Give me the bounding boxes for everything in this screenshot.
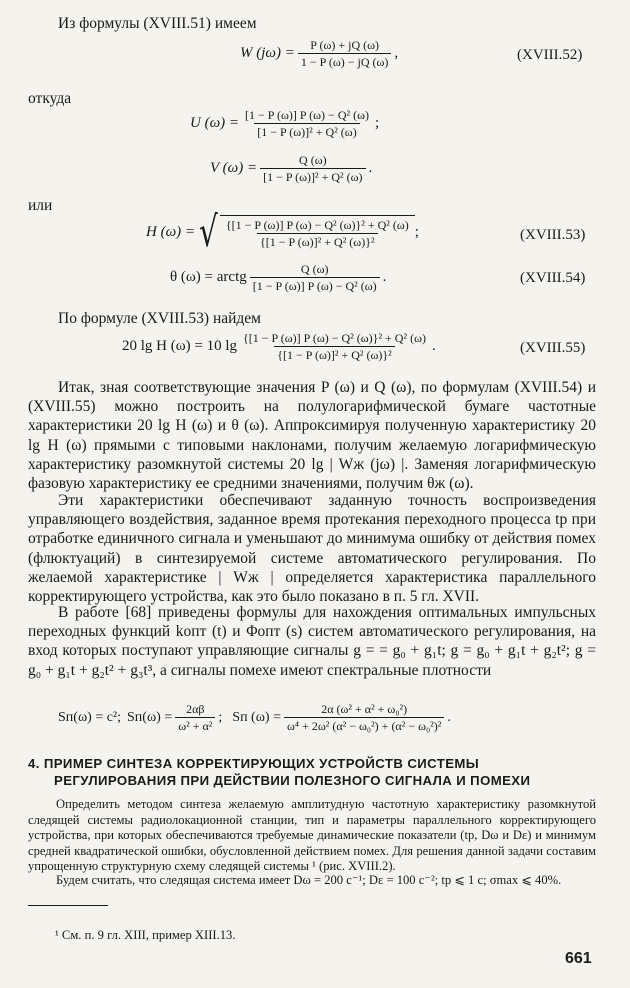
- eqU-numerator: [1 − P (ω)] P (ω) − Q² (ω): [245, 108, 369, 122]
- equation-spectral: [58, 702, 451, 733]
- eq52-lhs: W (jω) =: [240, 45, 295, 61]
- spectral-2-denominator: ω² + α²: [175, 717, 215, 733]
- spectral-3-fraction: [284, 702, 444, 733]
- paragraph-2: [28, 491, 596, 606]
- eqU-fraction: [242, 108, 372, 139]
- eqU-tail: ;: [374, 115, 380, 131]
- paragraph-3: [28, 603, 596, 680]
- eqV-fraction: [260, 153, 365, 184]
- heading-line-1: 4. ПРИМЕР СИНТЕЗА КОРРЕКТИРУЮЩИХ УСТРОЙСТВ СИСТЕМЫ: [28, 756, 480, 771]
- eqV-lhs: V (ω) =: [210, 160, 258, 176]
- paragraph-1-text: Итак, зная соответствующие значения P (ω) и Q (ω), по формулам (XVIII.54) и (XVIII.55) можно построить на полулогарифмической бумаге частотные характеристики 20 lg H (ω) и θ (ω). Аппроксимируя полученную характеристику 20 lg H (ω) прямыми с типовыми наклонами, получим желаемую логарифмическую характеристику разомкнутой системы 20 lg | Wж (jω) |. Заменяя логарифмическую фазовую характеристику ее средними значениями, получим θж (ω).: [28, 379, 596, 493]
- equation-55: [122, 331, 436, 362]
- eq53-fraction: [223, 218, 412, 249]
- otkuda-text: откуда: [28, 90, 72, 107]
- spectral-3-tail: .: [447, 709, 451, 725]
- eq55-fraction: [240, 331, 429, 362]
- eq52-number: (XVIII.52): [517, 47, 583, 63]
- eq53-tail: ;: [414, 223, 419, 240]
- equation-v: [210, 153, 372, 184]
- equation-54: [170, 262, 386, 293]
- eq53-radicand: [220, 215, 415, 249]
- task-paragraph-2-text: Будем считать, что следящая система имеет Dω = 200 с⁻¹; Dε = 100 с⁻²; tр ⩽ 1 с; σmax ⩽ 40%.: [56, 873, 562, 887]
- eq52-fraction: [298, 38, 392, 69]
- spectral-2-fraction: [175, 702, 215, 733]
- eq54-fraction: [250, 262, 380, 293]
- eq54-lhs: θ (ω) = arctg: [170, 269, 247, 285]
- heading-line-2: РЕГУЛИРОВАНИЯ ПРИ ДЕЙСТВИИ ПОЛЕЗНОГО СИГНАЛА И ПОМЕХИ: [54, 773, 531, 788]
- sqrt-symbol: √: [199, 207, 218, 256]
- equation-52: [240, 38, 398, 69]
- section-heading: [28, 755, 603, 789]
- equation-u: [190, 108, 379, 139]
- page-number: 661: [565, 950, 592, 967]
- footnote-rule: [28, 905, 108, 906]
- equation-53: [146, 207, 419, 256]
- eq54-tail: .: [382, 269, 387, 285]
- eq54-number: (XVIII.54): [520, 270, 586, 286]
- paragraph-1: [28, 378, 596, 493]
- paragraph-2-text: Эти характеристики обеспечивают заданную точность воспроизведения управляющего воздействия, заданное время протекания переходного процесса tр при отработке единичного сигнала и уменьшают до минимума ошибку от действия помех (флюктуаций) в синтезируемой системе автоматического регулирования. По желаемой характеристике | Wж | определяется характеристика параллельного корректирующего устройства, как это было показано в п. 5 гл. XVII.: [28, 492, 596, 606]
- eq55-tail: .: [431, 338, 436, 354]
- eq52-tail: ,: [394, 45, 399, 61]
- eq52-numerator: P (ω) + jQ (ω): [310, 38, 380, 52]
- eqV-denominator: [1 − P (ω)]² + Q² (ω): [260, 168, 365, 184]
- spectral-2-lhs: Sп(ω) =: [127, 709, 173, 725]
- spectral-3-lhs: Sп (ω) =: [232, 709, 281, 725]
- spectral-2-numerator: 2αβ: [186, 702, 205, 716]
- eqU-lhs: U (ω) =: [190, 115, 240, 131]
- spectral-3-denominator: ω⁴ + 2ω² (α² − ω₀²) + (α² − ω₀²)²: [284, 717, 444, 733]
- eq54-numerator: Q (ω): [300, 262, 329, 276]
- task-paragraph-1-text: Определить методом синтеза желаемую амплитудную частотную характеристику разомкнутой следящей системы радиолокационной станции, тип и параметры параллельного корректирующего устройства, при которых обеспечиваются требуемые динамические показатели (tр, Dω и Dε) и минимум средней квадратической ошибки, обусловленной действием помех. Для решения данной задачи составим упрощенную структурную схему следящей системы ¹ (рис. XVIII.2).: [28, 797, 596, 874]
- task-paragraph-2: [28, 873, 596, 889]
- eqV-tail: .: [368, 160, 373, 176]
- spectral-1: Sп(ω) = c²;: [58, 709, 122, 725]
- eq55-number: (XVIII.55): [520, 340, 586, 356]
- intro-text: Из формулы (XVIII.51) имеем: [58, 15, 257, 32]
- footnote: ¹ См. п. 9 гл. XIII, пример XIII.13.: [55, 928, 236, 942]
- eq55-numerator: {[1 − P (ω)] P (ω) − Q² (ω)}² + Q² (ω): [243, 331, 426, 345]
- eq55-lhs: 20 lg H (ω) = 10 lg: [122, 338, 237, 354]
- eq54-denominator: [1 − P (ω)] P (ω) − Q² (ω): [250, 277, 380, 293]
- ili-text: или: [28, 197, 53, 214]
- spectral-2-tail: ;: [218, 709, 223, 725]
- task-paragraph-1: [28, 797, 596, 875]
- eq52-denominator: 1 − P (ω) − jQ (ω): [298, 53, 392, 69]
- eqV-numerator: Q (ω): [299, 153, 327, 167]
- spectral-3-numerator: 2α (ω² + α² + ω₀²): [321, 702, 408, 716]
- eq53-lhs: H (ω) =: [146, 223, 196, 240]
- eq53-numerator: {[1 − P (ω)] P (ω) − Q² (ω)}² + Q² (ω): [225, 218, 409, 232]
- eq53-denominator: {[1 − P (ω)]² + Q² (ω)}²: [257, 233, 378, 249]
- eq55-denominator: {[1 − P (ω)]² + Q² (ω)}²: [274, 346, 395, 362]
- paragraph-3-text: В работе [68] приведены формулы для нахождения оптимальных импульсных переходных функций kопт (t) и Φопт (s) систем автоматического регулирования, на вход которых поступают управляющие сигналы g = = g₀ + g₁t; g = g₀ + g₁t + g₂t²; g = g₀ + g₁t + g₂t² + g₃t³, а сигналы помехе имеют спектральные плотности: [28, 604, 596, 679]
- eq53-number: (XVIII.53): [520, 227, 586, 243]
- eqU-denominator: [1 − P (ω)]² + Q² (ω): [254, 123, 359, 139]
- by53-text: По формуле (XVIII.53) найдем: [58, 310, 261, 327]
